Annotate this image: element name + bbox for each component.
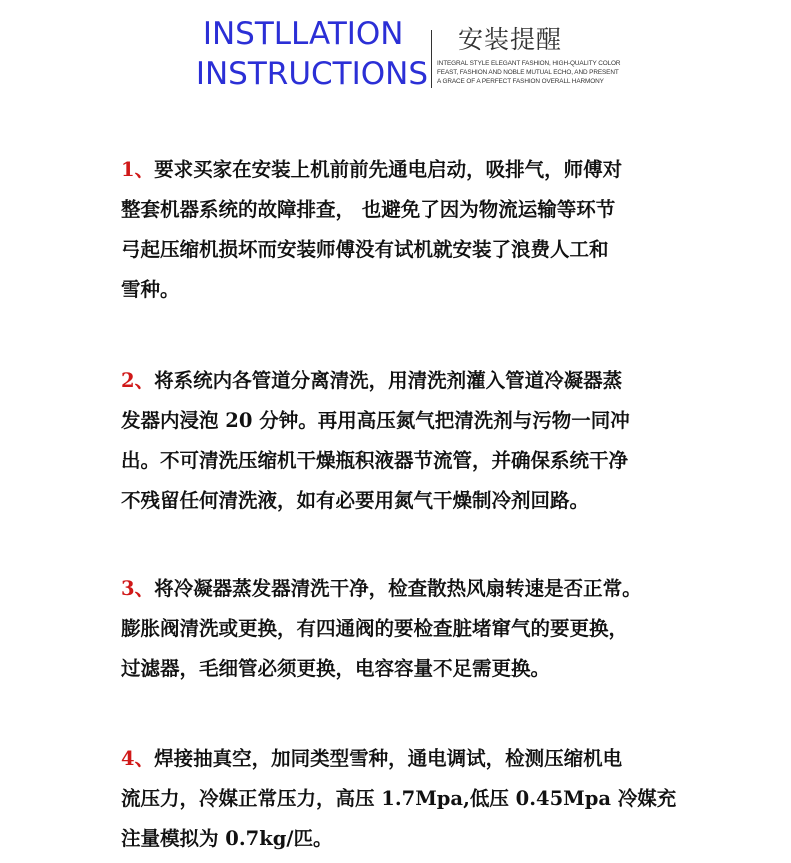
paragraph-line [121,361,630,401]
tagline-line: A GRACE OF A PERFECT FASHION OVERALL HARMONY [437,78,604,85]
paragraph-text: 要求买家在安装上机前前先通电启动，吸排气，师傅对 [154,158,623,181]
paragraph-text: 将系统内各管道分离清洗，用清洗剂灌入管道冷凝器蒸 [154,369,623,392]
paragraph-line [121,739,676,779]
item-number: 4、 [121,747,155,770]
paragraph-line: 注量模拟为 0.7kg/匹。 [121,827,333,850]
paragraph-line: 弓起压缩机损坏而安装师傅没有试机就安装了浪费人工和 [121,238,609,261]
paragraph-line: 流压力，冷媒正常压力，高压 1.7Mpa,低压 0.45Mpa 冷媒充 [121,787,677,810]
paragraph-text: 焊接抽真空，加同类型雪种，通电调试，检测压缩机电 [154,747,623,770]
instruction-paragraph-1 [121,150,622,310]
paragraph-line: 雪种。 [121,278,180,301]
title-divider [431,30,432,88]
paragraph-line: 不残留任何清洗液，如有必要用氮气干燥制冷剂回路。 [121,489,590,512]
item-number: 1、 [121,158,155,181]
title-english [196,14,428,94]
paragraph-line: 整套机器系统的故障排查， 也避免了因为物流运输等环节 [121,198,616,221]
paragraph-line: 发器内浸泡 20 分钟。再用高压氮气把清洗剂与污物一同冲 [121,409,630,432]
paragraph-line [121,569,642,609]
tagline [437,59,637,86]
paragraph-text: 将冷凝器蒸发器清洗干净，检查散热风扇转速是否正常。 [154,577,642,600]
tagline-line: FEAST, FASHION AND NOBLE MUTUAL ECHO, AND PRESENT [437,69,619,76]
instruction-paragraph-2 [121,361,630,521]
paragraph-line: 出。不可清洗压缩机干燥瓶积液器节流管，并确保系统干净 [121,449,629,472]
paragraph-line [121,150,622,190]
header [0,0,791,100]
paragraph-line: 膨胀阀清洗或更换，有四通阀的要检查脏堵窜气的要更换， [121,617,629,640]
item-number: 3、 [121,577,155,600]
item-number: 2、 [121,369,155,392]
tagline-line: INTEGRAL STYLE ELEGANT FASHION, HIGH-QUALITY COLOR [437,60,621,67]
title-english-line1: INSTLLATION [202,16,404,52]
instruction-paragraph-4 [121,739,676,859]
title-chinese: 安装提醒 [458,25,563,54]
paragraph-line: 过滤器，毛细管必须更换，电容容量不足需更换。 [121,657,551,680]
title-english-line2: INSTRUCTIONS [195,56,428,92]
instruction-paragraph-3 [121,569,642,689]
